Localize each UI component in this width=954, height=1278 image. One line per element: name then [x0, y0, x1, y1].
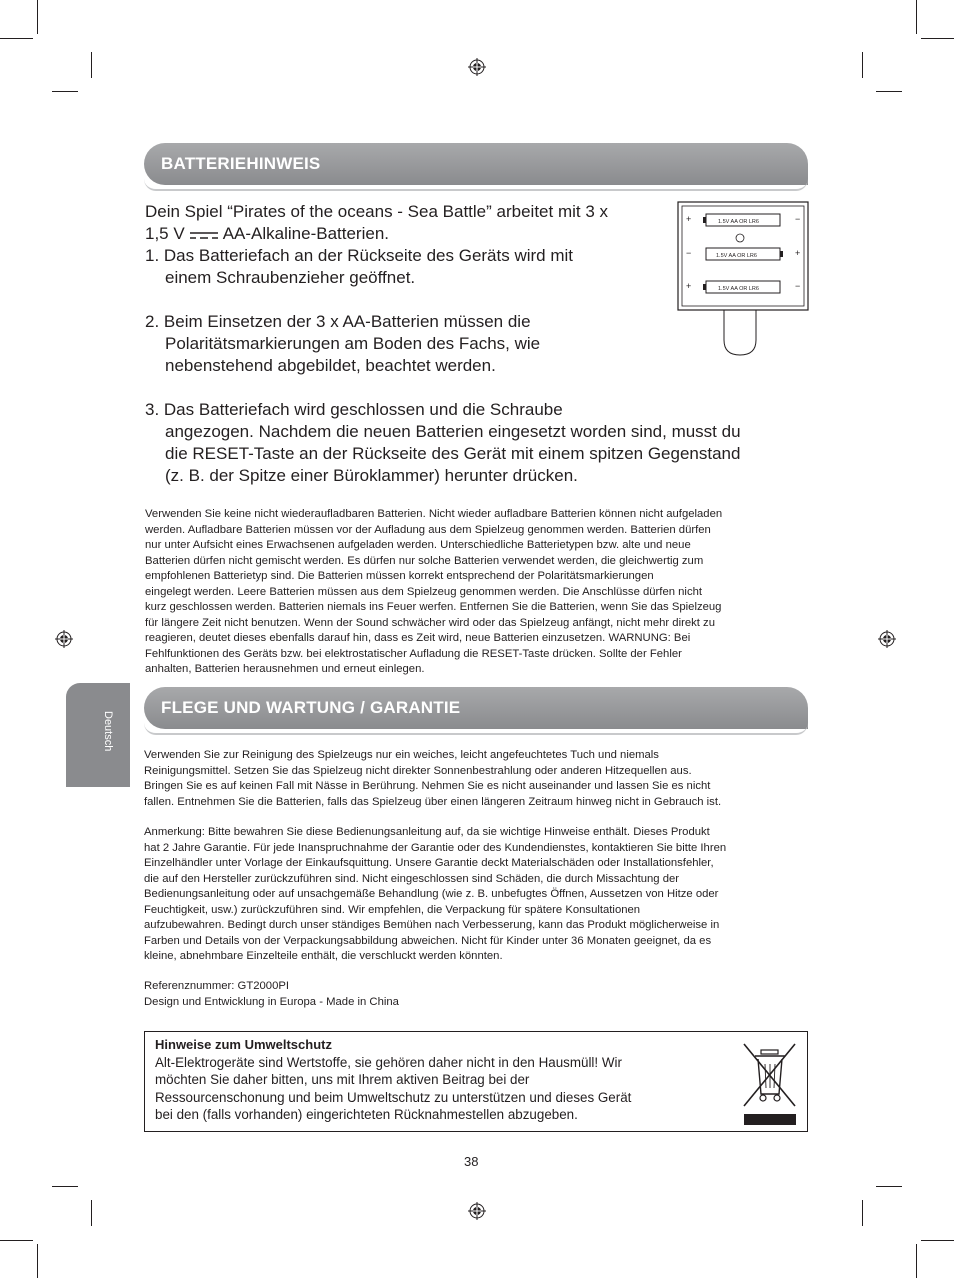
svg-text:+: +	[686, 281, 692, 291]
crop-mark	[921, 38, 954, 39]
section-header-care	[144, 687, 808, 729]
battery-label: 1.5V AA OR LR6	[718, 286, 759, 292]
care-text	[144, 748, 721, 810]
battery-warning-text	[145, 507, 722, 678]
step-line: 3. Das Batteriefach wird geschlossen und die Schraube	[145, 400, 563, 419]
crop-mark	[921, 1240, 954, 1241]
section-title: BATTERIEHINWEIS	[161, 154, 321, 173]
environment-text	[155, 1054, 631, 1124]
warning-line: Fehlfunktionen des Geräts bzw. bei elektrostatischer Aufladung die RESET-Taste drücken. Sollte der Fehler	[145, 647, 682, 660]
language-tab	[66, 683, 130, 787]
crop-mark	[91, 1200, 92, 1226]
svg-text:−: −	[686, 248, 692, 258]
svg-text:+: +	[686, 214, 692, 224]
step-line: nebenstehend abgebildet, beachtet werden.	[165, 356, 496, 375]
battery-instructions	[145, 201, 741, 487]
crop-mark	[862, 52, 863, 78]
warning-line: Verwenden Sie keine nicht wiederaufladbaren Batterien. Nicht wieder aufladbare Batterien können nicht aufgeladen	[145, 508, 723, 520]
registration-mark-icon	[55, 630, 73, 648]
dc-voltage-symbol-icon	[189, 230, 219, 240]
step-line: einem Schraubenzieher geöffnet.	[165, 268, 416, 287]
design-origin: Design und Entwicklung in Europa - Made in China	[144, 995, 399, 1008]
warning-line: nur unter Aufsicht eines Erwachsenen aufgeladen werden. Unterschiedliche Batterietypen bzw. alte und neue	[145, 539, 691, 551]
step-line: Polaritätsmarkierungen am Boden des Fachs, wie	[165, 334, 541, 353]
warning-line: eingelegt werden. Leere Batterien müssen aus dem Spielzeug genommen werden. Die Anschlüsse dürfen nicht	[145, 585, 703, 598]
battery-label: 1.5V AA OR LR6	[716, 253, 757, 259]
crop-mark	[876, 91, 902, 92]
registration-mark-icon	[878, 630, 896, 648]
spacer	[145, 377, 741, 399]
crop-mark	[0, 38, 33, 39]
spacer	[145, 289, 741, 311]
environment-line: bei den (falls vorhanden) eingerichteten Rücknahmestellen abzugeben.	[155, 1107, 578, 1123]
crop-mark	[37, 0, 38, 34]
intro-line: 1,5 V AA-Alkaline-Batterien.	[145, 224, 390, 243]
warning-line: für längere Zeit nicht benutzen. Wenn der Sound schwächer wird oder das Spielzeug anfängt, nicht mehr direkt zu	[145, 616, 715, 629]
svg-text:−: −	[795, 214, 801, 224]
environment-title: Hinweise zum Umweltschutz	[155, 1037, 332, 1052]
care-line: Bringen Sie es auf keinen Fall mit Nässe in Berührung. Nehmen Sie es nicht auseinander und lassen Sie es nicht	[144, 780, 711, 792]
warranty-line: Bedienungsanleitung oder auf unsachgemäße Behandlung (wie z. B. unbefugtes Öffnen, Aussetzen von Hitze oder	[144, 888, 719, 900]
environment-line: möchten Sie daher bitten, uns mit Ihrem aktiven Beitrag bei der	[155, 1072, 530, 1088]
crop-mark	[0, 1240, 33, 1241]
battery-compartment-illustration	[676, 200, 810, 360]
warning-line: empfohlenen Batterietyp sind. Die Batterien müssen korrekt entsprechend der Polaritätsmarkierungen	[145, 570, 654, 582]
crop-mark	[52, 91, 78, 92]
warranty-line: Feuchtigkeit, usw.) zurückzuführen sind. Wir empfehlen, die Verpackung für spätere Konsultationen	[144, 903, 641, 916]
crop-mark	[876, 1186, 902, 1187]
warning-line: kurz geschlossen werden. Batterien niemals ins Feuer werfen. Entfernen Sie die Batterien, wenn Sie das Spielzeug	[145, 601, 722, 613]
crossed-bin-icon	[741, 1038, 799, 1128]
registration-mark-icon	[468, 1202, 486, 1220]
crop-mark	[916, 0, 917, 34]
warning-line: Batterien dürfen nicht gemischt werden. Es dürfen nur solche Batterien verwendet werden, die gleichwertig zum	[145, 554, 704, 567]
care-line: Verwenden Sie zur Reinigung des Spielzeugs nur ein weiches, leicht angefeuchtetes Tuch und niemals	[144, 749, 659, 761]
crop-mark	[91, 52, 92, 78]
reference-text	[144, 979, 399, 1010]
warranty-text	[144, 825, 726, 965]
step-line: 1. Das Batteriefach an der Rückseite des Geräts wird mit	[145, 246, 574, 265]
step-line: die RESET-Taste an der Rückseite des Gerät mit einem spitzen Gegenstand	[165, 444, 741, 463]
page-number: 38	[464, 1154, 479, 1169]
warranty-line: aufzubewahren. Bedingt durch unser ständiges Bemühen nach Verbesserung, kann das Produkt möglicherweise in	[144, 919, 720, 931]
warning-line: werden. Aufladbare Batterien müssen vor der Aufladung aus dem Spielzeug genommen werden. Batterien dürfen	[145, 523, 711, 536]
step-line: (z. B. der Spitze einer Büroklammer) herunter drücken.	[165, 466, 578, 485]
environment-line: Alt-Elektrogeräte sind Wertstoffe, sie gehören daher nicht in den Hausmüll! Wir	[155, 1055, 622, 1070]
section-header-battery	[144, 143, 808, 185]
crop-mark	[37, 1244, 38, 1278]
warranty-line: Anmerkung: Bitte bewahren Sie diese Bedienungsanleitung auf, da sie wichtige Hinweise enthält. Dieses Produkt	[144, 826, 710, 838]
registration-mark-icon	[468, 58, 486, 76]
svg-text:+: +	[795, 248, 801, 258]
crop-mark	[916, 1244, 917, 1278]
crop-mark	[862, 1200, 863, 1226]
environment-notice	[144, 1031, 808, 1132]
section-title: FLEGE UND WARTUNG / GARANTIE	[161, 698, 461, 717]
care-line: fallen. Entnehmen Sie die Batterien, falls das Spielzeug über einen längeren Zeitraum hinweg nicht in Gebrauch ist.	[144, 795, 722, 808]
warning-line: anhalten, Batterien herausnehmen und erneut einlegen.	[145, 663, 425, 675]
care-line: Reinigungsmittel. Setzen Sie das Spielzeug nicht direkter Sonnenbestrahlung oder anderen Hitzequellen aus.	[144, 764, 692, 777]
warranty-line: Farben und Details von der Verpackungsabbildung abweichen. Nicht für Kinder unter 36 Monaten geeignet, da es	[144, 934, 712, 947]
environment-line: Ressourcenschonung und beim Umweltschutz zu unterstützen und dieses Gerät	[155, 1089, 632, 1105]
warranty-line: die auf den Hersteller zurückzuführen sind. Nicht eingeschlossen sind Schäden, die durch Missachtung der	[144, 872, 680, 885]
warranty-line: Einzelhändler unter Vorlage der Einkaufsquittung. Unsere Garantie deckt Materialschäden oder Installationsfehler,	[144, 857, 714, 869]
warranty-line: hat 2 Jahre Garantie. Für jede Inanspruchnahme der Garantie oder des Kundendienstes, kontaktieren Sie bitte Ihren	[144, 841, 727, 854]
step-line: 2. Beim Einsetzen der 3 x AA-Batterien müssen die	[145, 312, 531, 331]
language-tab-label: Deutsch	[102, 711, 114, 752]
warranty-line: kleine, abnehmbare Einzelteile enthält, die verschluckt werden könnten.	[144, 950, 503, 962]
warning-line: reagieren, deutet dieses ebenfalls darauf hin, dass es Zeit wird, neue Batterien einzusetzen. WARNUNG: Bei	[145, 632, 691, 644]
battery-label: 1.5V AA OR LR6	[718, 219, 759, 225]
reference-number: Referenznummer: GT2000PI	[144, 980, 290, 992]
svg-text:−: −	[795, 281, 801, 291]
intro-line: Dein Spiel “Pirates of the oceans - Sea Battle” arbeitet mit 3 x	[145, 202, 609, 221]
crop-mark	[52, 1186, 78, 1187]
step-line: angezogen. Nachdem die neuen Batterien eingesetzt worden sind, musst du	[165, 422, 741, 441]
